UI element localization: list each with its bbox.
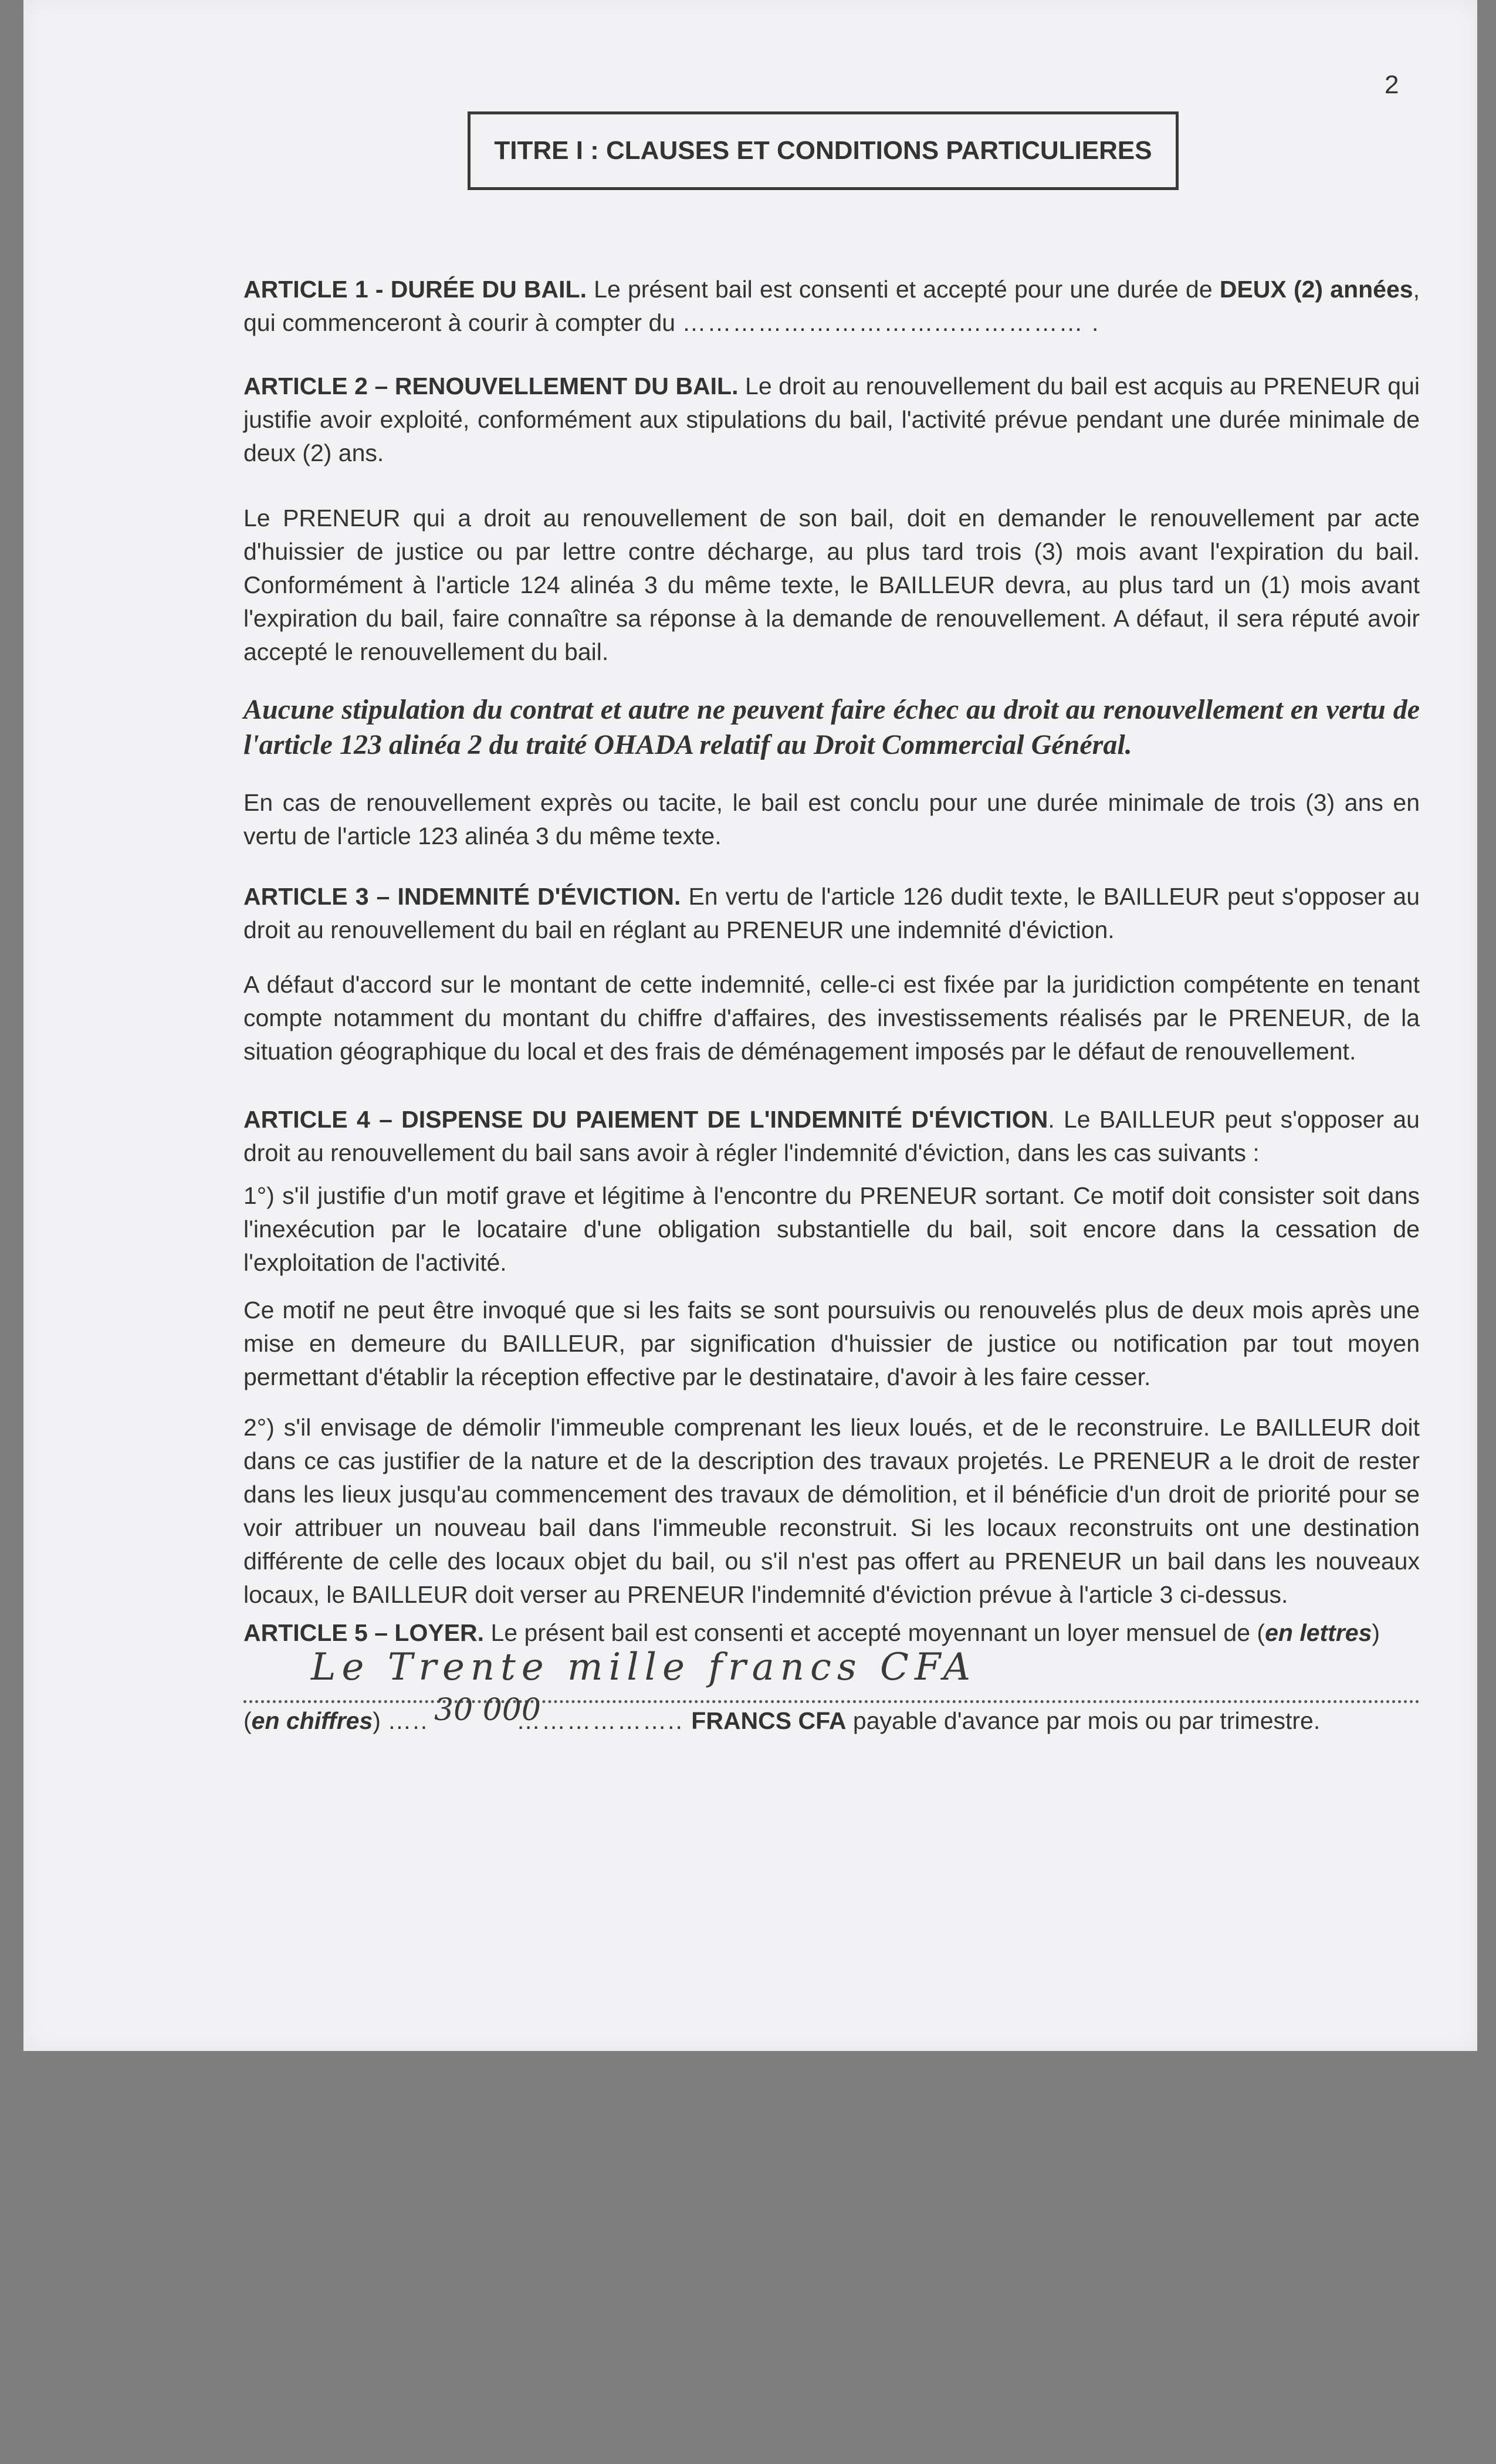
article-5-lettres-close: )	[1372, 1619, 1380, 1646]
article-5-chiffres-label: en chiffres	[251, 1707, 373, 1734]
article-1-text2: , qui commenceront à courir à compter du	[243, 276, 1420, 336]
article-2-paragraph-4: En cas de renouvellement exprès ou tacite, le bail est conclu pour une durée minimale de trois (3) ans en vertu de l'article 123 alinéa 3 du même texte.	[243, 789, 1420, 849]
page-number: 2	[1385, 70, 1399, 99]
article-1-text: Le présent bail est consenti et accepté pour une durée de	[586, 276, 1220, 303]
article-2	[243, 370, 1420, 470]
title-text: TITRE I : CLAUSES ET CONDITIONS PARTICULIERES	[494, 136, 1152, 165]
handwritten-amount-words: Le Trente mille francs CFA	[311, 1646, 977, 1689]
article-2-paragraph-2: Le PRENEUR qui a droit au renouvellement de son bail, doit en demander le renouvellement par acte d'huissier de justice ou par lettre contre décharge, au plus tard trois (3) mois avant l'expiration du bail. Conformément à l'article 124 alinéa 3 du même texte, le BAILLEUR devra, au plus tard un (1) mois avant l'expiration du bail, faire connaître sa réponse à la demande de renouvellement. A défaut, il sera réputé avoir accepté le renouvellement du bail.	[243, 505, 1420, 665]
article-4-heading: ARTICLE 4 – DISPENSE DU PAIEMENT DE L'INDEMNITÉ D'ÉVICTION	[243, 1106, 1048, 1133]
handwritten-amount-number: 30 000	[434, 1693, 541, 1728]
article-5-heading: ARTICLE 5 – LOYER.	[243, 1619, 485, 1646]
scanned-page	[23, 0, 1477, 2051]
article-1	[243, 273, 1420, 340]
article-2-text: Le droit au renouvellement du bail est acquis au PRENEUR qui justifie avoir exploité, conformément aux stipulations du bail, l'activité prévue pendant une durée minimale de deux (2) ans.	[243, 373, 1420, 466]
article-4-paragraph-3: Ce motif ne peut être invoqué que si les faits se sont poursuivis ou renouvelés plus de deux mois après une mise en demeure du BAILLEUR, par signification d'huissier de justice ou notification par tout moyen permettant d'établir la réception effective par le destinataire, d'avoir à les faire cesser.	[243, 1297, 1420, 1390]
chiffres-dots-after: ………………..	[516, 1707, 692, 1734]
chiffres-dots-before: …..	[387, 1707, 429, 1734]
article-4	[243, 1103, 1420, 1170]
article-5-line-3	[243, 1704, 1420, 1738]
article-2-heading: ARTICLE 2 – RENOUVELLEMENT DU BAIL.	[243, 373, 739, 400]
chiffres-close: )	[373, 1707, 388, 1734]
article-2-paragraph-3: Aucune stipulation du contrat et autre ne peuvent faire échec au droit au renouvellement en vertu de l'article 123 alinéa 2 du traité OHADA relatif au Droit Commercial Général.	[243, 694, 1420, 760]
page-title	[468, 111, 1179, 190]
article-4-paragraph-4: 2°) s'il envisage de démolir l'immeuble comprenant les lieux loués, et de le reconstruire. Le BAILLEUR doit dans ce cas justifier de la nature et de la description des travaux projetés. Le PRENEUR a le droit de rester dans les lieux jusqu'au commencement des travaux de démolition, et il bénéficie d'un droit de priorité pour se voir attribuer un nouveau bail dans l'immeuble reconstruit. Si les locaux reconstruits ont une destination différente de celle des locaux objet du bail, ou s'il n'est pas offert au PRENEUR un bail dans les nouveaux locaux, le BAILLEUR doit verser au PRENEUR l'indemnité d'éviction prévue à l'article 3 ci-dessus.	[243, 1414, 1420, 1608]
article-5-tail: payable d'avance par mois ou par trimestre.	[846, 1707, 1321, 1734]
article-4-text: . Le BAILLEUR peut s'opposer au droit au renouvellement du bail sans avoir à régler l'indemnité d'éviction, dans les cas suivants :	[243, 1106, 1420, 1166]
article-3-text: En vertu de l'article 126 dudit texte, le BAILLEUR peut s'opposer au droit au renouvellement du bail en réglant au PRENEUR une indemnité d'éviction.	[243, 883, 1420, 943]
article-1-heading: ARTICLE 1 - DURÉE DU BAIL.	[243, 276, 587, 303]
article-4-paragraph-2: 1°) s'il justifie d'un motif grave et légitime à l'encontre du PRENEUR sortant. Ce motif doit consister soit dans l'inexécution par le locataire d'une obligation substantielle du bail, soit encore dans la cessation de l'exploitation de l'activité.	[243, 1182, 1420, 1276]
article-1-duration: DEUX (2) années	[1219, 276, 1413, 303]
article-3-paragraph-2: A défaut d'accord sur le montant de cette indemnité, celle-ci est fixée par la juridiction compétente en tenant compte notamment du montant du chiffre d'affaires, des investissements réalisés par le PRENEUR, de la situation géographique du local et des frais de déménagement imposés par le défaut de renouvellement.	[243, 971, 1420, 1065]
article-3-heading: ARTICLE 3 – INDEMNITÉ D'ÉVICTION.	[243, 883, 681, 910]
chiffres-open: (	[243, 1707, 252, 1734]
article-5-lettres-label: en lettres	[1265, 1619, 1372, 1646]
article-5-currency: FRANCS CFA	[691, 1707, 847, 1734]
article-1-date-blank: …………………………...…………… .	[682, 309, 1100, 336]
article-5	[243, 1616, 1420, 1650]
article-5-text: Le présent bail est consenti et accepté moyennant un loyer mensuel de (	[484, 1619, 1265, 1646]
article-3	[243, 880, 1420, 947]
